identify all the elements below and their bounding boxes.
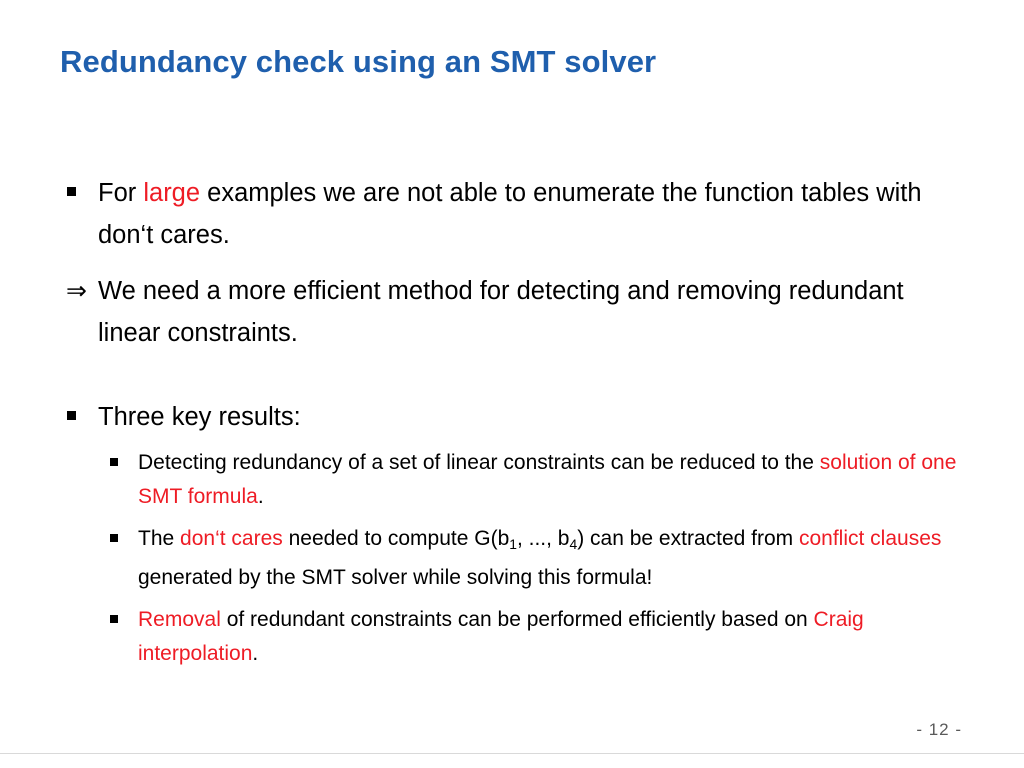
sub-2-subscript-b: 4 bbox=[569, 535, 578, 552]
bullet-square-icon bbox=[67, 187, 76, 196]
bullet-square-icon bbox=[110, 458, 118, 466]
bullet-square-icon bbox=[110, 534, 118, 542]
implication-line bbox=[60, 270, 970, 354]
bullet-square-icon bbox=[67, 411, 76, 420]
bullet-1-highlight: large bbox=[143, 179, 201, 207]
sub-bullet-item-2 bbox=[60, 522, 970, 595]
sub-2-part1: The bbox=[138, 527, 181, 550]
sub-3-highlight-1: Removal bbox=[138, 607, 221, 631]
sub-2-part5: generated by the SMT solver while solving this formula! bbox=[138, 565, 653, 589]
sub-2-subscript-a: 1 bbox=[509, 535, 517, 552]
bullet-square-icon bbox=[110, 615, 118, 623]
bullet-2-text: Three key results: bbox=[98, 403, 301, 431]
double-arrow-icon: ⇒ bbox=[66, 277, 87, 305]
slide-body bbox=[60, 172, 970, 671]
bullet-1-part2: examples we are not able to enumerate the function tables with don‘t cares. bbox=[98, 179, 922, 249]
sub-1-highlight: solution of one SMT formula bbox=[138, 451, 957, 508]
bullet-1-part1: For bbox=[98, 179, 144, 207]
sub-3-part2: . bbox=[252, 641, 259, 665]
sub-1-part1: Detecting redundancy of a set of linear constraints can be reduced to the bbox=[138, 451, 820, 474]
bullet-item-1 bbox=[60, 172, 970, 256]
sub-bullet-item-1 bbox=[60, 446, 970, 514]
implication-text: We need a more efficient method for detecting and removing redundant linear constraints. bbox=[98, 277, 904, 347]
sub-2-part4: ) can be extracted from bbox=[577, 527, 799, 550]
sub-bullet-item-3 bbox=[60, 603, 970, 671]
sub-3-part1: of redundant constraints can be performed efficiently based on bbox=[220, 607, 814, 631]
sub-2-part3: , ..., b bbox=[516, 527, 570, 550]
page-number: - 12 - bbox=[916, 720, 962, 739]
sub-2-highlight-2: conflict clauses bbox=[798, 527, 942, 550]
footer-divider bbox=[0, 753, 1024, 754]
spacer bbox=[60, 354, 970, 396]
bullet-item-2 bbox=[60, 396, 970, 438]
page-title: Redundancy check using an SMT solver bbox=[60, 44, 657, 79]
sub-2-part2: needed to compute G(b bbox=[282, 527, 510, 550]
sub-3-highlight-2: Craig interpolation bbox=[138, 607, 864, 665]
spacer bbox=[60, 256, 970, 270]
sub-2-highlight-1: don‘t cares bbox=[180, 527, 283, 550]
sub-1-part2: . bbox=[257, 485, 264, 508]
